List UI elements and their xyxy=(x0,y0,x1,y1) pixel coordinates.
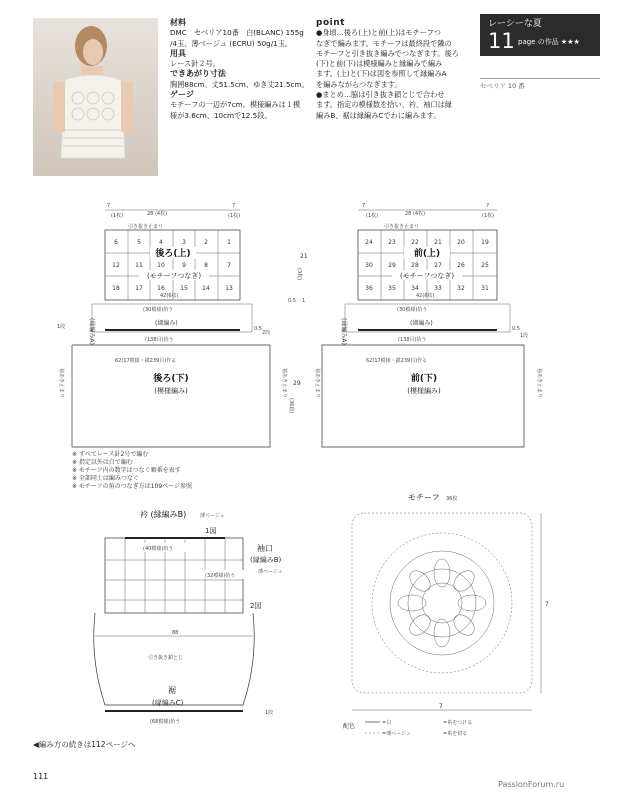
motif-num: 36 xyxy=(365,285,373,292)
front-1: 1 xyxy=(302,298,306,304)
front-edge-a: (縁編みA) xyxy=(340,318,347,345)
back-top-sub: (モチーフつなぎ) xyxy=(146,272,202,280)
motif-title: モチーフ xyxy=(408,493,440,502)
dim-seven-right: 7 xyxy=(486,203,490,209)
front-pat138: (138目)拾う xyxy=(398,337,427,343)
continued-link[interactable]: ◀編み方の続きは112ページへ xyxy=(33,740,136,749)
back-sleeve-r: 袖あき止まり xyxy=(281,368,287,399)
motif-num: 17 xyxy=(135,285,143,292)
hem-title: 裾 xyxy=(168,686,176,695)
front-1row: 1段 xyxy=(520,333,529,339)
fig2-label: 2図 xyxy=(250,602,262,610)
back-top-title: 後ろ(上) xyxy=(155,249,191,259)
item-label: page の作品 ★★★ xyxy=(518,38,580,46)
front-tubu: (細編み) xyxy=(410,320,433,327)
note: ※ 指定以外は白で編む xyxy=(72,459,133,466)
front-pat62: 62(17模様・鎖239目)作る xyxy=(366,358,428,364)
legend-white: =白 xyxy=(382,720,392,726)
point-line: ます。(上)と(下)は図を参照して縁編みA xyxy=(316,69,447,79)
front-42: 42(6枚) xyxy=(416,293,435,299)
yarn-label: セベリア 10 番 xyxy=(480,78,600,90)
tools-heading: 用具 xyxy=(170,48,186,58)
back-0-5: 0.5 xyxy=(254,326,262,332)
front-pat30: (30模様)拾う xyxy=(397,307,428,313)
motif-num: 31 xyxy=(481,285,489,292)
point-line: なぎで編みます。モチーフは最終段で隣の xyxy=(316,38,452,48)
back-h36: (36段) xyxy=(288,398,294,414)
gauge-line1: モチーフの一辺が7cm。模様編みは１模 xyxy=(170,100,301,110)
motif-num: 19 xyxy=(481,239,489,246)
hem-sub: (縁編みC) xyxy=(152,699,184,707)
motif-chart xyxy=(343,493,549,737)
motif-num: 34 xyxy=(411,285,419,292)
dim-seven-right: 7 xyxy=(232,203,236,209)
note: ※ すべてレース針2号で編む xyxy=(72,451,149,458)
motif-num: 8 xyxy=(204,262,208,269)
collar-pat40: (40模様)拾う xyxy=(143,546,174,552)
page-number: 111 xyxy=(33,772,49,781)
series-title: レーシーな夏 xyxy=(488,19,542,29)
item-number: 11 xyxy=(488,29,515,53)
legend-beige: =薄ベージュ xyxy=(382,731,411,737)
back-1row: 1段 xyxy=(57,324,66,330)
back-h29: 29 xyxy=(293,380,301,387)
motif-num: 25 xyxy=(481,262,489,269)
back-bottom-sub: (模様編み) xyxy=(154,387,188,395)
legend-label: 配色 xyxy=(343,723,356,730)
front-diagram xyxy=(288,203,543,447)
front-0-5: 0.5 xyxy=(288,298,296,304)
point-line: モチーフと引き抜き編みでつなぎます。後ろ xyxy=(316,48,459,58)
dim-seven-left: 7 xyxy=(107,203,111,209)
back-tubu: (細編み) xyxy=(155,320,178,327)
motif-num: 12 xyxy=(112,262,120,269)
hem-seam: 引き抜き鎖とじ xyxy=(148,655,184,661)
motif-num: 9 xyxy=(182,262,186,269)
motif-num: 28 xyxy=(411,262,419,269)
note: ※ 全部同士は編みつなぐ xyxy=(72,475,139,482)
back-pat138: (138目)拾う xyxy=(145,337,174,343)
motif-num: 29 xyxy=(388,262,396,269)
motif-num: 20 xyxy=(457,239,465,246)
motif-num: 13 xyxy=(225,285,233,292)
motif-num: 18 xyxy=(112,285,120,292)
collar-title: 衿 (縁編みB) xyxy=(140,510,187,519)
motif-num: 21 xyxy=(434,239,442,246)
motif-num: 10 xyxy=(157,262,165,269)
front-h3: (3枚) xyxy=(296,268,302,281)
hem-88: 88 xyxy=(172,630,179,636)
motif-num: 3 xyxy=(182,239,186,246)
hem-pat68: (68模様)拾う xyxy=(150,719,181,725)
motif-num: 1 xyxy=(227,239,231,246)
materials-line1: DMC セベリア10番 白(BLANC) 155g xyxy=(170,28,304,38)
back-2row: 2段 xyxy=(262,330,271,336)
gauge-line2: 様が3.6cm、10cmで12.5段。 xyxy=(170,110,272,120)
collar-beige: 薄ベージュ xyxy=(200,513,225,519)
motif-num: 11 xyxy=(135,262,143,269)
motif-side-v: 7 xyxy=(545,601,549,608)
note: ※ モチーフの角のつなぎ方は109ページ参照 xyxy=(72,483,192,490)
motif-num: 22 xyxy=(411,239,419,246)
motif-num: 24 xyxy=(365,239,373,246)
motif-side-h: 7 xyxy=(439,703,443,710)
fig1-label: 1図 xyxy=(205,527,217,535)
dim-28: 28 (4枚) xyxy=(147,211,168,217)
motif-num: 5 xyxy=(137,239,141,246)
motif-num: 7 xyxy=(227,262,231,269)
back-bottom-title: 後ろ(下) xyxy=(153,374,189,384)
hem-1row: 1段 xyxy=(265,710,274,716)
motif-num: 15 xyxy=(180,285,188,292)
materials-line2: /4玉、薄ベージュ (ECRU) 50g/1玉。 xyxy=(170,38,293,48)
point-line: (下)と前(下)は模様編みと縁編みで編み xyxy=(316,59,443,69)
size-heading: できあがり寸法 xyxy=(170,69,226,79)
motif-num: 4 xyxy=(159,239,163,246)
hikinuki-label: 引き抜き止まり xyxy=(128,224,164,230)
assembly-diagram xyxy=(94,509,283,725)
back-42: 42(6枚) xyxy=(160,293,179,299)
motif-num: 27 xyxy=(434,262,442,269)
front-bottom-title: 前(下) xyxy=(410,374,438,384)
note: ※ モチーフ内の数字はつなぐ順番を表す xyxy=(72,467,181,474)
back-edge-a: (縁編みA) xyxy=(88,318,95,345)
point-line: を編みながらつなぎます。 xyxy=(316,79,402,89)
materials-heading: 材料 xyxy=(170,18,186,27)
motif-count: 36枚 xyxy=(446,496,458,502)
legend-attach: =糸をつける xyxy=(443,720,473,726)
front-sleeve-l: 袖あき止まり xyxy=(314,368,320,399)
motif-num: 2 xyxy=(204,239,208,246)
point-heading: point xyxy=(316,18,345,28)
motif-num: 16 xyxy=(157,285,165,292)
dim-one-right: (1枚) xyxy=(482,213,495,219)
point-line: ●身頃…後ろ(上)と前(上)はモチーフつ xyxy=(316,28,441,38)
front-top-sub: (モチーフつなぎ) xyxy=(399,272,455,280)
dim-one-right: (1枚) xyxy=(228,213,241,219)
motif-num: 30 xyxy=(365,262,373,269)
cuff-title: 袖口 xyxy=(257,544,273,553)
back-sleeve-l: 袖あき止まり xyxy=(58,368,64,399)
dim-28: 28 (4枚) xyxy=(405,211,426,217)
notes-block xyxy=(72,451,192,491)
point-line: 編みB、裾は縁編みCでわに編みます。 xyxy=(316,110,441,120)
legend-cut: =糸を切る xyxy=(443,731,468,737)
motif-num: 23 xyxy=(388,239,396,246)
cuff-pat32: (32模様)拾う xyxy=(205,573,236,579)
front-bottom-sub: (模様編み) xyxy=(407,387,441,395)
back-pat30: (30模様)拾う xyxy=(143,307,174,313)
motif-num: 32 xyxy=(457,285,465,292)
watermark: PassionForum.ru xyxy=(498,780,565,789)
cuff-sub: (縁編みB) xyxy=(250,556,282,564)
front-top-title: 前(上) xyxy=(413,249,441,259)
front-h21: 21 xyxy=(300,253,308,260)
motif-num: 6 xyxy=(114,239,118,246)
motif-num: 26 xyxy=(457,262,465,269)
gauge-heading: ゲージ xyxy=(170,90,194,100)
point-line: ます。指定の模様数を拾い、衿、袖口は縁 xyxy=(316,100,452,110)
back-diagram xyxy=(57,203,301,447)
motif-num: 35 xyxy=(388,285,396,292)
dim-one-left: (1枚) xyxy=(366,213,379,219)
size-text: 胸囲88cm、丈51.5cm、ゆき丈21.5cm。 xyxy=(170,79,309,89)
front-sleeve-r: 袖あき止まり xyxy=(536,368,542,399)
dim-one-left: (1枚) xyxy=(111,213,124,219)
motif-num: 14 xyxy=(202,285,210,292)
point-line: ●まとめ…脇は引き抜き鎖とじで合わせ xyxy=(316,90,445,100)
motif-num: 33 xyxy=(434,285,442,292)
dim-seven-left: 7 xyxy=(362,203,366,209)
front-0-5b: 0.5 xyxy=(512,326,520,332)
back-pat62: 62(17模様・鎖239目)作る xyxy=(115,358,177,364)
tools-text: レース針２号。 xyxy=(170,59,220,69)
hikinuki-label: 引き抜き止まり xyxy=(384,224,420,230)
cuff-beige: 薄ベージュ xyxy=(258,569,283,575)
